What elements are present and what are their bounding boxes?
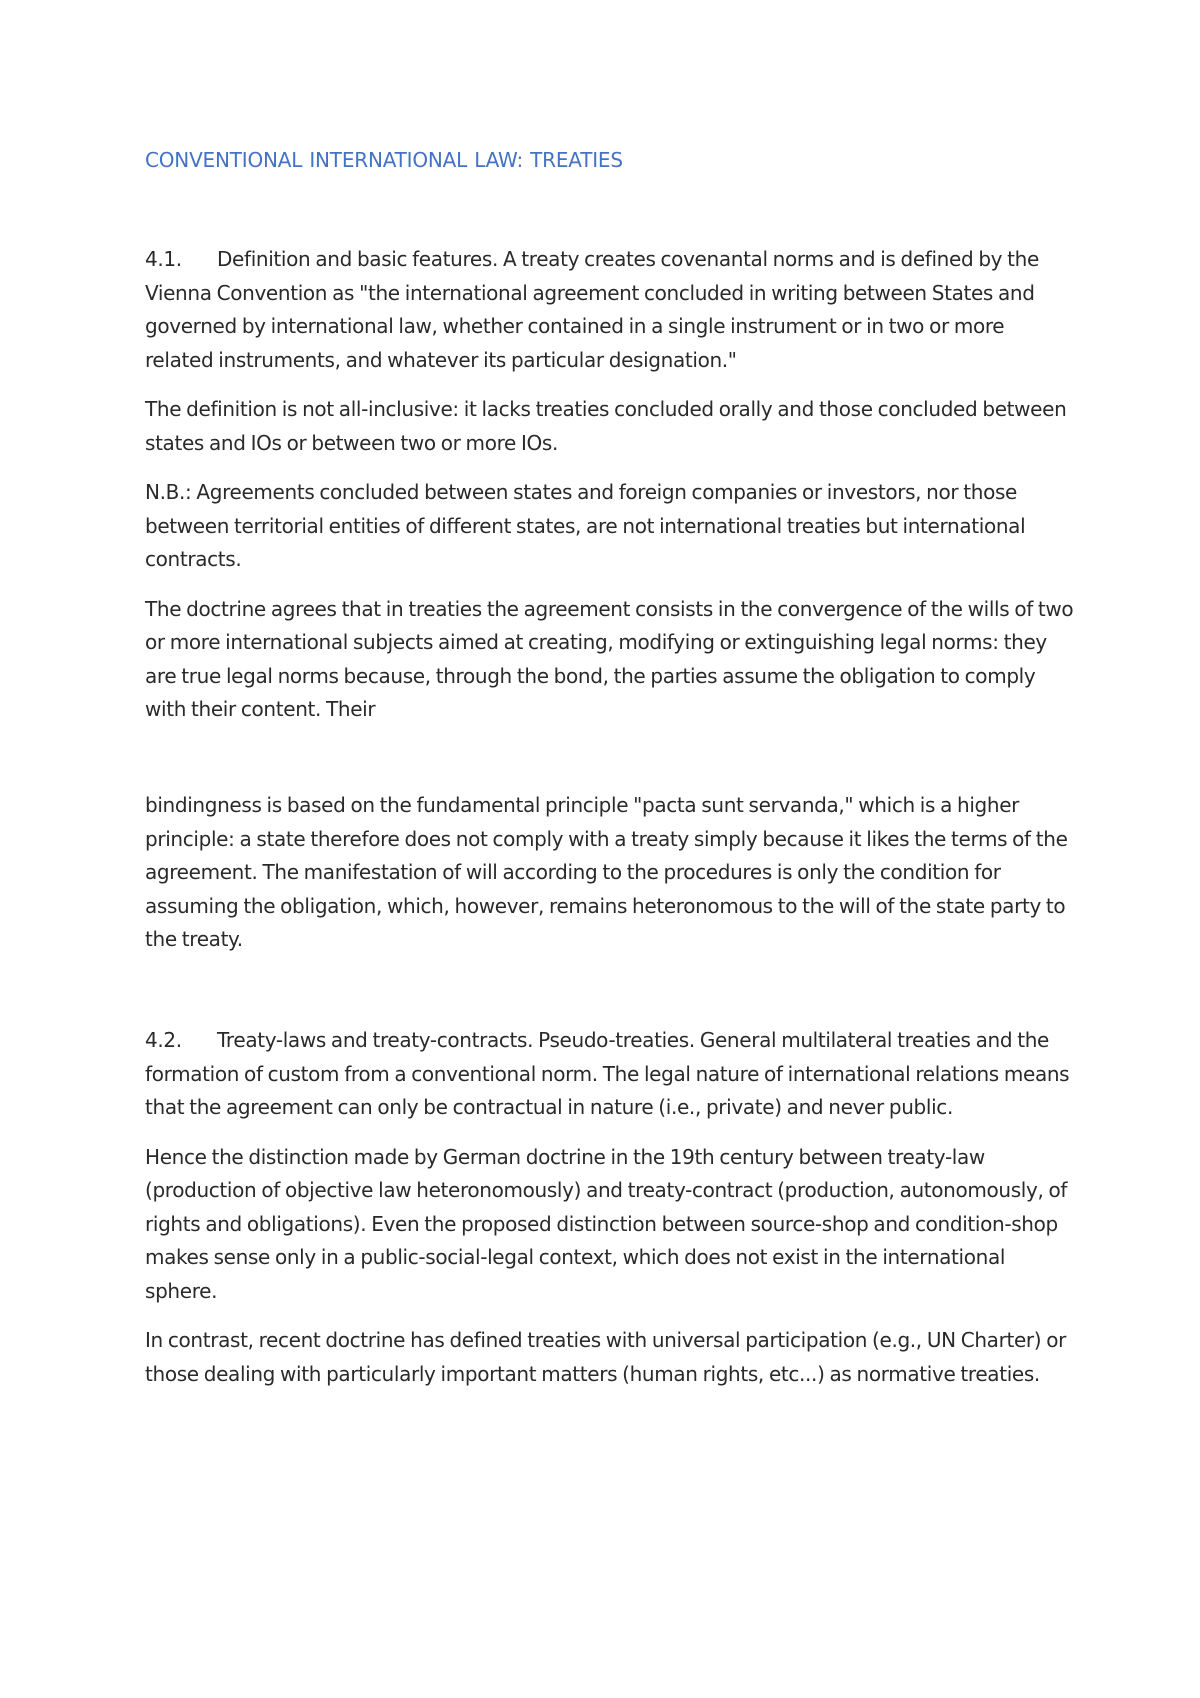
section-text: Treaty-laws and treaty-contracts. Pseudo-treaties. General multilateral treaties and the formation of custom from a conventional norm. The legal nature of international relations means that the agreement can only be contractual in nature (i.e., private) and never public. — [145, 1028, 1070, 1119]
paragraph-pacta-sunt-servanda: bindingness is based on the fundamental principle "pacta sunt servanda," which is a higher principle: a state therefore does not comply with a treaty simply because it likes the terms of the agreement. The manifestation of will according to the procedures is only the condition for assuming the obligation, which, however, remains heteronomous to the will of the state party to the treaty. — [145, 793, 1068, 951]
document-title: CONVENTIONAL INTERNATIONAL LAW: TREATIES — [145, 148, 623, 172]
text-block-middle — [145, 789, 1075, 973]
section-text: Definition and basic features. A treaty creates covenantal norms and is defined by the Vienna Convention as "the international agreement concluded in writing between States and governed by international law, whether contained in a single instrument or in two or more related instruments, and whatever its particular designation." — [145, 247, 1039, 372]
paragraph-nb-note: N.B.: Agreements concluded between states and foreign companies or investors, nor those between territorial entities of different states, are not international treaties but international contracts. — [145, 480, 1026, 571]
section-number: 4.2. — [145, 1028, 182, 1052]
section-4-2-paragraph — [145, 1024, 1075, 1125]
section-number: 4.1. — [145, 247, 182, 271]
text-block-top — [145, 243, 1075, 743]
paragraph-definition-scope: The definition is not all-inclusive: it lacks treaties concluded orally and those concluded between states and IOs or between two or more IOs. — [145, 397, 1067, 455]
paragraph-german-doctrine: Hence the distinction made by German doctrine in the 19th century between treaty-law (production of objective law heteronomously) and treaty-contract (production, autonomously, of rights and obligations). Even the proposed distinction between source-shop and condition-shop makes sense only in a public-social-legal context, which does not exist in the international sphere. — [145, 1144, 1068, 1303]
text-block-bottom — [145, 1024, 1075, 1407]
section-4-1-paragraph — [145, 243, 1075, 377]
paragraph-doctrine-agreement: The doctrine agrees that in treaties the agreement consists in the convergence of the wills of two or more international subjects aimed at creating, modifying or extinguishing legal norms: they are true legal norms because, through the bond, the parties assume the obligation to comply with their content. Their — [145, 596, 1074, 721]
paragraph-normative-treaties: In contrast, recent doctrine has defined treaties with universal participation (e.g., UN Charter) or those dealing with particularly important matters (human rights, etc...) as normative treaties. — [145, 1328, 1066, 1386]
